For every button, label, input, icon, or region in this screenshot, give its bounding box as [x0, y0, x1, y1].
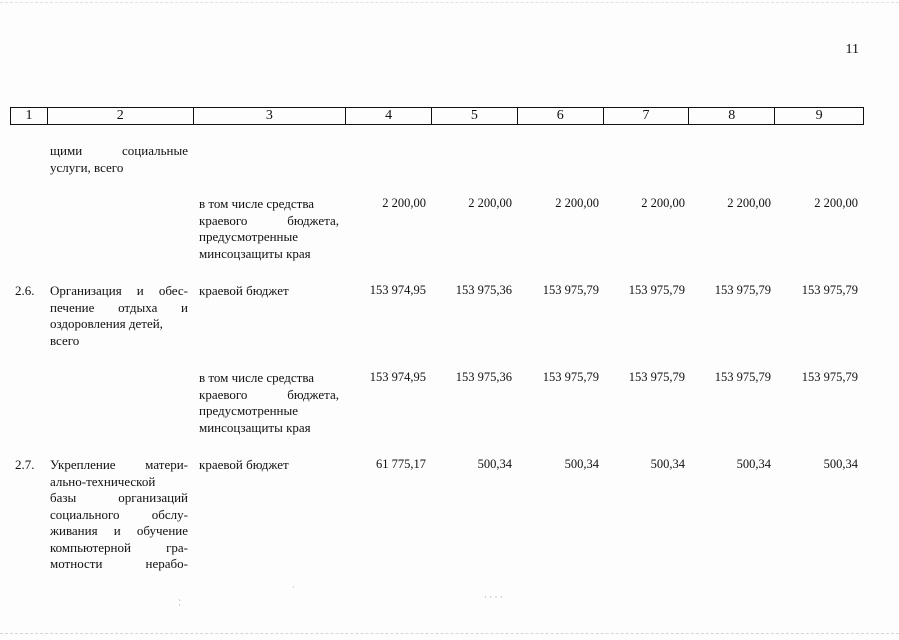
row-4-desc-line: живания и обучение — [50, 523, 188, 538]
row-0-description — [50, 143, 188, 176]
row-0-desc-line: услуги, всего — [50, 159, 124, 175]
row-0-desc-line: щими социальные — [50, 143, 188, 158]
row-4-desc-line: Укрепление матери- — [50, 457, 188, 472]
row-2-value-col5: 153 975,36 — [455, 283, 512, 297]
row-2-value-col8: 153 975,79 — [714, 283, 771, 297]
row-4-desc-line: базы организаций — [50, 490, 188, 505]
row-2-value-col4: 153 974,95 — [369, 283, 426, 297]
row-3-src-line: минсоцзащиты края — [199, 419, 311, 435]
row-1-src-line: краевого бюджета, — [199, 212, 339, 228]
row-4-value-col7: 500,34 — [650, 457, 685, 471]
row-2-desc-line: Организация и обес- — [50, 283, 188, 298]
row-4-value-col9: 500,34 — [823, 457, 858, 471]
row-1-src-line: минсоцзащиты края — [199, 245, 311, 261]
header-cell-5: 5 — [432, 108, 518, 124]
scan-edge-top — [0, 2, 899, 4]
row-1-value-col7: 2 200,00 — [641, 196, 685, 210]
row-4-description — [50, 457, 188, 573]
row-3-value-col5: 153 975,36 — [455, 370, 512, 384]
row-1-value-col8: 2 200,00 — [727, 196, 771, 210]
row-4-value-col4: 61 775,17 — [376, 457, 426, 471]
row-4-number: 2.7. — [15, 457, 35, 472]
row-3-value-col6: 153 975,79 — [542, 370, 599, 384]
row-2-value-col6: 153 975,79 — [542, 283, 599, 297]
row-1-value-col6: 2 200,00 — [555, 196, 599, 210]
row-2-value-col9: 153 975,79 — [801, 283, 858, 297]
row-3-source — [199, 370, 339, 436]
row-4-value-col8: 500,34 — [736, 457, 771, 471]
row-1-src-line: предусмотренные — [199, 229, 299, 244]
scan-speck: · · · · — [484, 592, 503, 602]
header-cell-7: 7 — [604, 108, 690, 124]
row-1-src-line: в том числе средства — [199, 196, 315, 211]
header-cell-2: 2 — [48, 108, 194, 124]
row-3-src-line: краевого бюджета, — [199, 386, 339, 402]
row-4-desc-line: мотности нерабо- — [50, 556, 188, 571]
row-1-value-col9: 2 200,00 — [814, 196, 858, 210]
row-4-desc-line: ально-технической — [50, 473, 156, 489]
row-3-value-col7: 153 975,79 — [628, 370, 685, 384]
row-2-description — [50, 283, 188, 349]
row-4-value-col6: 500,34 — [564, 457, 599, 471]
scan-speck: ˙ — [292, 585, 295, 595]
row-3-value-col8: 153 975,79 — [714, 370, 771, 384]
page-number: 11 — [845, 42, 859, 57]
row-2-desc-line: всего — [50, 332, 80, 348]
row-2-value-col7: 153 975,79 — [628, 283, 685, 297]
row-4-desc-line: компьютерной гра- — [50, 539, 188, 555]
row-2-source — [199, 283, 339, 300]
row-4-desc-line: социального обслу- — [50, 506, 188, 522]
header-cell-3: 3 — [194, 108, 347, 124]
scan-speck: ·̀ — [178, 600, 181, 610]
row-4-src-line: краевой бюджет — [199, 457, 289, 472]
scan-edge-bottom — [0, 633, 899, 635]
header-cell-4: 4 — [346, 108, 432, 124]
row-1-value-col4: 2 200,00 — [382, 196, 426, 210]
row-1-source — [199, 196, 339, 262]
row-3-src-line: предусмотренные — [199, 403, 299, 418]
row-2-src-line: краевой бюджет — [199, 283, 289, 298]
header-cell-1: 1 — [11, 108, 48, 124]
row-3-value-col4: 153 974,95 — [369, 370, 426, 384]
header-cell-8: 8 — [689, 108, 775, 124]
row-4-value-col5: 500,34 — [477, 457, 512, 471]
header-cell-6: 6 — [518, 108, 604, 124]
header-cell-9: 9 — [815, 108, 823, 123]
row-3-src-line: в том числе средства — [199, 370, 315, 385]
row-2-number: 2.6. — [15, 283, 35, 298]
row-1-value-col5: 2 200,00 — [468, 196, 512, 210]
table-header-row — [10, 107, 864, 125]
row-2-desc-line: оздоровления детей, — [50, 316, 163, 331]
row-3-value-col9: 153 975,79 — [801, 370, 858, 384]
row-2-desc-line: печение отдыха и — [50, 299, 188, 315]
row-4-source — [199, 457, 339, 474]
